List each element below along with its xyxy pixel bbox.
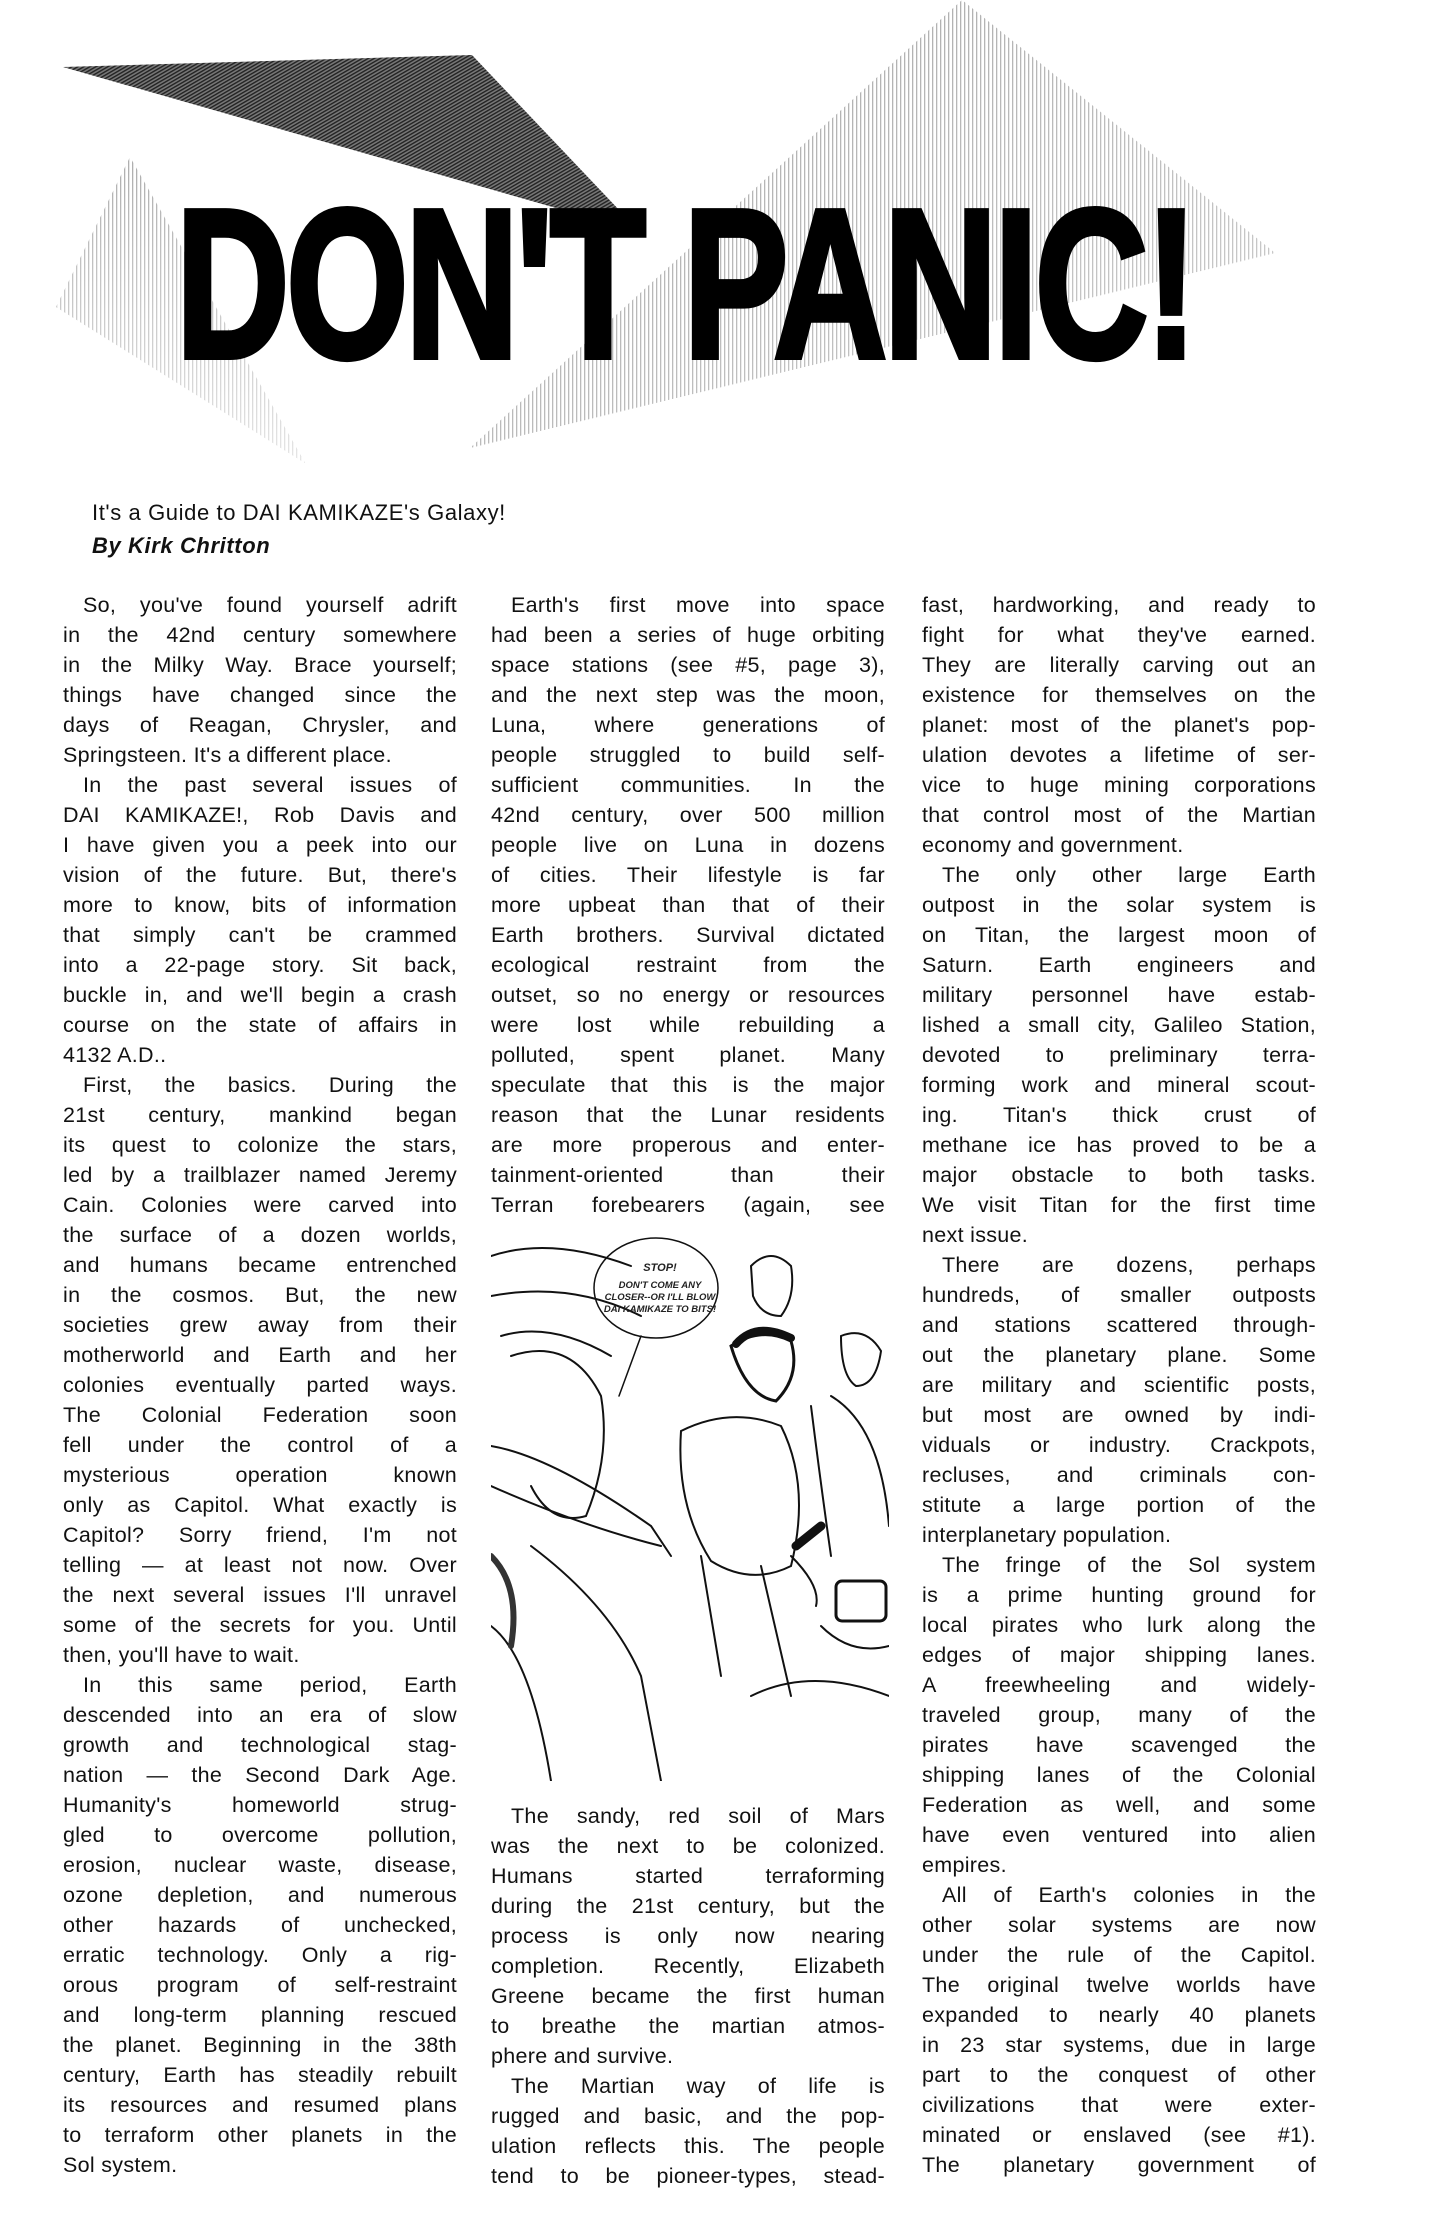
- text-line: Capitol? Sorry friend, I'm not: [63, 1523, 457, 1547]
- comic-illustration: [491, 1226, 889, 1781]
- text-line: its quest to colonize the stars,: [63, 1133, 457, 1157]
- text-line: led by a trailblazer named Jeremy: [63, 1163, 457, 1187]
- text-line: ulation reflects this. The people: [491, 2134, 885, 2158]
- text-line: ulation devotes a lifetime of ser-: [922, 743, 1316, 767]
- text-line: DAI KAMIKAZE!, Rob Davis and: [63, 803, 457, 827]
- article-paragraph: [922, 1250, 1316, 1550]
- text-line: military personnel have estab-: [922, 983, 1316, 1007]
- text-line: Luna, where generations of: [491, 713, 885, 737]
- text-line: recluses, and criminals con-: [922, 1463, 1316, 1487]
- text-line: was the next to be colonized.: [491, 1834, 885, 1858]
- text-line: and stations scattered through-: [922, 1313, 1316, 1337]
- subtitle: It's a Guide to DAI KAMIKAZE's Galaxy!: [92, 500, 506, 525]
- text-line: The Colonial Federation soon: [63, 1403, 457, 1427]
- text-line: local pirates who lurk along the: [922, 1613, 1316, 1637]
- text-line: The original twelve worlds have: [922, 1973, 1316, 1997]
- text-line: outpost in the solar system is: [922, 893, 1316, 917]
- text-line: I have given you a peek into our: [63, 833, 457, 857]
- text-line: fight for what they've earned.: [922, 623, 1316, 647]
- text-line: shipping lanes of the Colonial: [922, 1763, 1316, 1787]
- byline: By Kirk Chritton: [92, 533, 271, 558]
- text-line: that simply can't be crammed: [63, 923, 457, 947]
- text-line: ing. Titan's thick crust of: [922, 1103, 1316, 1127]
- text-line: methane ice has proved to be a: [922, 1133, 1316, 1157]
- text-line: erratic technology. Only a rig-: [63, 1943, 457, 1967]
- text-line: In the past several issues of: [83, 773, 457, 797]
- text-line: part to the conquest of other: [922, 2063, 1316, 2087]
- text-line: only as Capitol. What exactly is: [63, 1493, 457, 1517]
- text-line: tainment-oriented than their: [491, 1163, 885, 1187]
- article-paragraph: [922, 860, 1316, 1250]
- text-line: the next several issues I'll unravel: [63, 1583, 457, 1607]
- text-line: the surface of a dozen worlds,: [63, 1223, 457, 1247]
- text-line: Terran forebearers (again, see: [491, 1193, 885, 1217]
- text-line: ecological restraint from the: [491, 953, 885, 977]
- text-line: in the Milky Way. Brace yourself;: [63, 653, 457, 677]
- text-line: some of the secrets for you. Until: [63, 1613, 457, 1637]
- text-line: stitute a large portion of the: [922, 1493, 1316, 1517]
- text-line: but most are owned by indi-: [922, 1403, 1316, 1427]
- text-line: viduals or industry. Crackpots,: [922, 1433, 1316, 1457]
- text-line: The planetary government of: [922, 2153, 1316, 2177]
- article-paragraph: [63, 1070, 457, 1670]
- text-line: on Titan, the largest moon of: [922, 923, 1316, 947]
- text-line: existence for themselves on the: [922, 683, 1316, 707]
- article-paragraph: [491, 1801, 885, 2071]
- text-line: people live on Luna in dozens: [491, 833, 885, 857]
- text-line: vice to huge mining corporations: [922, 773, 1316, 797]
- text-line: The fringe of the Sol system: [942, 1553, 1316, 1577]
- text-line: fast, hardworking, and ready to: [922, 593, 1316, 617]
- text-line: in 23 star systems, due in large: [922, 2033, 1316, 2057]
- text-line: vision of the future. But, there's: [63, 863, 457, 887]
- text-line: telling — at least not now. Over: [63, 1553, 457, 1577]
- text-line: growth and technological stag-: [63, 1733, 457, 1757]
- text-line: its resources and resumed plans: [63, 2093, 457, 2117]
- text-line: The Martian way of life is: [511, 2074, 885, 2098]
- text-line: So, you've found yourself adrift: [83, 593, 457, 617]
- text-line: sufficient communities. In the: [491, 773, 885, 797]
- text-line: economy and government.: [922, 833, 1184, 857]
- text-line: next issue.: [922, 1223, 1029, 1247]
- text-line: erosion, nuclear waste, disease,: [63, 1853, 457, 1877]
- article-paragraph: [922, 590, 1316, 860]
- text-line: pirates have scavenged the: [922, 1733, 1316, 1757]
- text-line: There are dozens, perhaps: [942, 1253, 1316, 1277]
- text-line: process is only now nearing: [491, 1924, 885, 1948]
- text-line: Greene became the first human: [491, 1984, 885, 2008]
- text-line: 4132 A.D..: [63, 1043, 167, 1067]
- text-line: In this same period, Earth: [83, 1673, 457, 1697]
- text-line: A freewheeling and widely-: [922, 1673, 1316, 1697]
- text-line: tend to be pioneer-types, stead-: [491, 2164, 885, 2188]
- article-paragraph: [922, 1550, 1316, 1880]
- text-line: orous program of self-restraint: [63, 1973, 457, 1997]
- text-line: Humanity's homeworld strug-: [63, 1793, 457, 1817]
- text-line: fell under the control of a: [63, 1433, 457, 1457]
- text-line: more upbeat than that of their: [491, 893, 885, 917]
- text-line: people struggled to build self-: [491, 743, 885, 767]
- text-line: Humans started terraforming: [491, 1864, 885, 1888]
- text-line: Earth's first move into space: [511, 593, 885, 617]
- text-line: Sol system.: [63, 2153, 178, 2177]
- text-line: out the planetary plane. Some: [922, 1343, 1316, 1367]
- text-line: outset, so no energy or resources: [491, 983, 885, 1007]
- text-line: century, Earth has steadily rebuilt: [63, 2063, 457, 2087]
- page-title: DON'T PANIC!: [176, 165, 1195, 402]
- text-line: space stations (see #5, page 3),: [491, 653, 885, 677]
- text-line: devoted to preliminary terra-: [922, 1043, 1316, 1067]
- text-line: They are literally carving out an: [922, 653, 1316, 677]
- text-line: descended into an era of slow: [63, 1703, 457, 1727]
- text-line: under the rule of the Capitol.: [922, 1943, 1316, 1967]
- text-line: had been a series of huge orbiting: [491, 623, 885, 647]
- text-line: speculate that this is the major: [491, 1073, 885, 1097]
- article-paragraph: [491, 2071, 885, 2191]
- text-line: Federation as well, and some: [922, 1793, 1316, 1817]
- text-line: Springsteen. It's a different place.: [63, 743, 392, 767]
- text-line: that control most of the Martian: [922, 803, 1316, 827]
- text-line: to terraform other planets in the: [63, 2123, 457, 2147]
- text-line: things have changed since the: [63, 683, 457, 707]
- text-line: mysterious operation known: [63, 1463, 457, 1487]
- text-line: are more properous and enter-: [491, 1133, 885, 1157]
- text-line: completion. Recently, Elizabeth: [491, 1954, 885, 1978]
- text-line: major obstacle to both tasks.: [922, 1163, 1316, 1187]
- text-line: have even ventured into alien: [922, 1823, 1316, 1847]
- text-line: 42nd century, over 500 million: [491, 803, 885, 827]
- article-paragraph: [63, 1670, 457, 2180]
- text-line: course on the state of affairs in: [63, 1013, 457, 1037]
- text-line: empires.: [922, 1853, 1007, 1877]
- text-line: and long-term planning rescued: [63, 2003, 457, 2027]
- text-line: Cain. Colonies were carved into: [63, 1193, 457, 1217]
- speech-balloon: [601, 1262, 719, 1316]
- text-line: phere and survive.: [491, 2044, 674, 2068]
- text-line: expanded to nearly 40 planets: [922, 2003, 1316, 2027]
- balloon-shout: STOP!: [643, 1262, 677, 1274]
- text-line: and humans became entrenched: [63, 1253, 457, 1277]
- text-line: gled to overcome pollution,: [63, 1823, 457, 1847]
- text-line: in the cosmos. But, the new: [63, 1283, 457, 1307]
- text-line: more to know, bits of information: [63, 893, 457, 917]
- text-line: interplanetary population.: [922, 1523, 1172, 1547]
- text-line: into a 22-page story. Sit back,: [63, 953, 457, 977]
- text-line: the planet. Beginning in the 38th: [63, 2033, 457, 2057]
- text-line: 21st century, mankind began: [63, 1103, 457, 1127]
- article-paragraph: [922, 1880, 1316, 2180]
- article-column-1: [63, 590, 457, 2180]
- balloon-text: DON'T COME ANY CLOSER--OR I'LL BLOW DAI KAMIKAZE TO BITS!: [603, 1280, 717, 1315]
- text-line: motherworld and Earth and her: [63, 1343, 457, 1367]
- text-line: rugged and basic, and the pop-: [491, 2104, 885, 2128]
- article-paragraph: [63, 770, 457, 1070]
- text-line: Earth brothers. Survival dictated: [491, 923, 885, 947]
- text-line: in the 42nd century somewhere: [63, 623, 457, 647]
- text-line: colonies eventually parted ways.: [63, 1373, 457, 1397]
- text-line: We visit Titan for the first time: [922, 1193, 1316, 1217]
- article-paragraph: [491, 590, 885, 1220]
- text-line: All of Earth's colonies in the: [942, 1883, 1316, 1907]
- text-line: buckle in, and we'll begin a crash: [63, 983, 457, 1007]
- text-line: is a prime hunting ground for: [922, 1583, 1316, 1607]
- text-line: then, you'll have to wait.: [63, 1643, 300, 1667]
- text-line: and the next step was the moon,: [491, 683, 885, 707]
- text-line: other hazards of unchecked,: [63, 1913, 457, 1937]
- text-line: lished a small city, Galileo Station,: [922, 1013, 1316, 1037]
- text-line: of cities. Their lifestyle is far: [491, 863, 885, 887]
- text-line: reason that the Lunar residents: [491, 1103, 885, 1127]
- text-line: are military and scientific posts,: [922, 1373, 1316, 1397]
- text-line: nation — the Second Dark Age.: [63, 1763, 457, 1787]
- text-line: Saturn. Earth engineers and: [922, 953, 1316, 977]
- text-line: days of Reagan, Chrysler, and: [63, 713, 457, 737]
- text-line: The sandy, red soil of Mars: [511, 1804, 885, 1828]
- text-line: to breathe the martian atmos-: [491, 2014, 885, 2038]
- text-line: ozone depletion, and numerous: [63, 1883, 457, 1907]
- text-line: The only other large Earth: [942, 863, 1316, 887]
- text-line: polluted, spent planet. Many: [491, 1043, 885, 1067]
- text-line: traveled group, many of the: [922, 1703, 1316, 1727]
- text-line: First, the basics. During the: [83, 1073, 457, 1097]
- text-line: forming work and mineral scout-: [922, 1073, 1316, 1097]
- text-line: planet: most of the planet's pop-: [922, 713, 1316, 737]
- text-line: during the 21st century, but the: [491, 1894, 885, 1918]
- text-line: other solar systems are now: [922, 1913, 1316, 1937]
- article-column-2: [491, 590, 885, 2191]
- article-paragraph: [63, 590, 457, 770]
- text-line: were lost while rebuilding a: [491, 1013, 885, 1037]
- text-line: edges of major shipping lanes.: [922, 1643, 1316, 1667]
- text-line: societies grew away from their: [63, 1313, 457, 1337]
- text-line: civilizations that were exter-: [922, 2093, 1316, 2117]
- text-line: minated or enslaved (see #1).: [922, 2123, 1316, 2147]
- text-line: hundreds, of smaller outposts: [922, 1283, 1316, 1307]
- article-column-3: [922, 590, 1316, 2180]
